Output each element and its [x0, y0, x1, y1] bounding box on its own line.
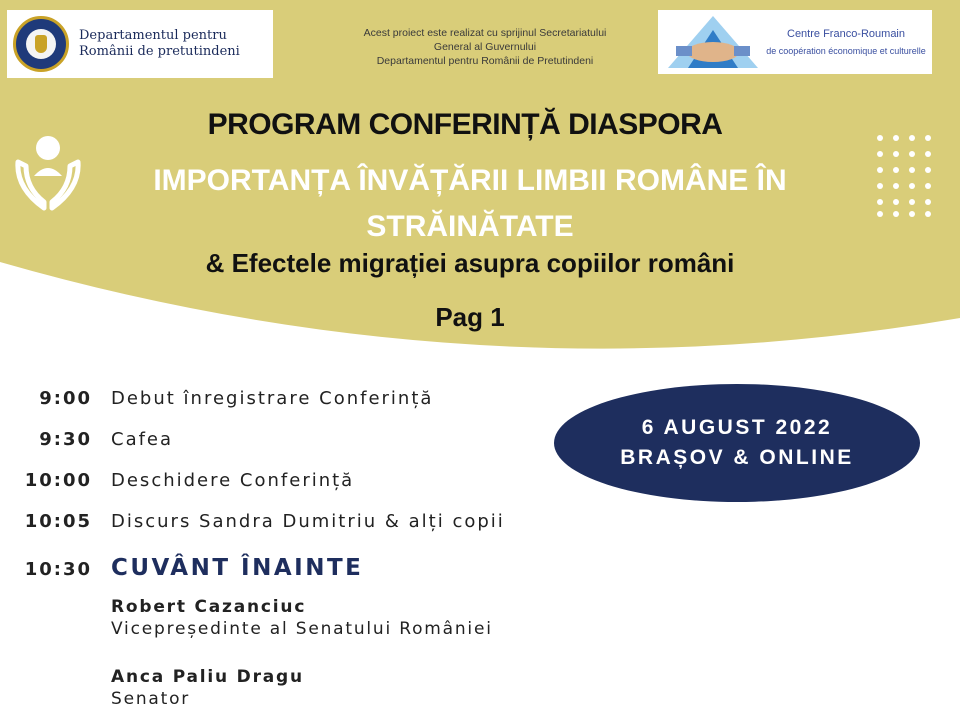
centre-name: Centre Franco-Roumain: [787, 28, 905, 40]
schedule-label: Debut înregistrare Conferință: [111, 388, 434, 409]
sponsor-note: [315, 26, 655, 68]
program-title: PROGRAM CONFERINȚĂ DIASPORA: [207, 108, 723, 141]
speaker-role: Senator: [111, 689, 191, 709]
schedule-item: [0, 388, 600, 414]
theme-title: [100, 158, 840, 250]
theme-title-line1: IMPORTANȚA ÎNVĂȚĂRII LIMBII ROMÂNE ÎN: [153, 164, 787, 197]
page-number: Pag 1: [435, 302, 505, 332]
hands-holding-person-icon: [14, 132, 82, 212]
speaker-entry: [111, 666, 304, 710]
theme-title-line2: STRĂINĂTATE: [366, 210, 574, 243]
schedule-time: 10:05: [24, 511, 92, 532]
speaker-name: Anca Paliu Dragu: [111, 667, 304, 687]
government-seal-icon: [13, 16, 69, 72]
centre-franco-roumain-logo: [658, 10, 932, 74]
event-date-badge: [554, 384, 920, 502]
speaker-name: Robert Cazanciuc: [111, 597, 307, 617]
schedule-time: 9:00: [39, 388, 92, 409]
centre-subtitle: de coopération économique et culturelle: [766, 46, 926, 56]
schedule-label: Cafea: [111, 429, 174, 450]
department-name-line1: Departamentul pentru: [79, 28, 227, 43]
sponsor-note-line2: General al Guvernului: [433, 41, 537, 53]
sponsor-note-line1: Acest proiect este realizat cu sprijinul Secretariatului: [363, 27, 607, 39]
schedule-item: [0, 511, 600, 537]
schedule-label: Discurs Sandra Dumitriu & alți copii: [111, 511, 505, 532]
sponsor-note-line3: Departamentul pentru Românii de Pretutindeni: [376, 55, 594, 67]
speaker-entry: [111, 596, 493, 640]
schedule-time: 9:30: [39, 429, 92, 450]
schedule-item: [0, 555, 600, 585]
event-location: BRAȘOV & ONLINE: [620, 446, 854, 469]
schedule-label: CUVÂNT ÎNAINTE: [111, 555, 364, 581]
handshake-logo-icon: [658, 10, 768, 74]
schedule-time: 10:00: [24, 470, 92, 491]
department-logo: [7, 10, 273, 78]
schedule-label: Deschidere Conferință: [111, 470, 355, 491]
subtitle: & Efectele migrației asupra copiilor români: [205, 248, 735, 278]
schedule-item: [0, 429, 600, 455]
schedule-time: 10:30: [24, 559, 92, 580]
event-date: 6 AUGUST 2022: [641, 416, 833, 439]
department-name-line2: Românii de pretutindeni: [79, 44, 240, 59]
schedule-item: [0, 470, 600, 496]
speaker-role: Vicepreședinte al Senatului României: [111, 619, 493, 639]
dot-grid-icon: [876, 134, 936, 218]
